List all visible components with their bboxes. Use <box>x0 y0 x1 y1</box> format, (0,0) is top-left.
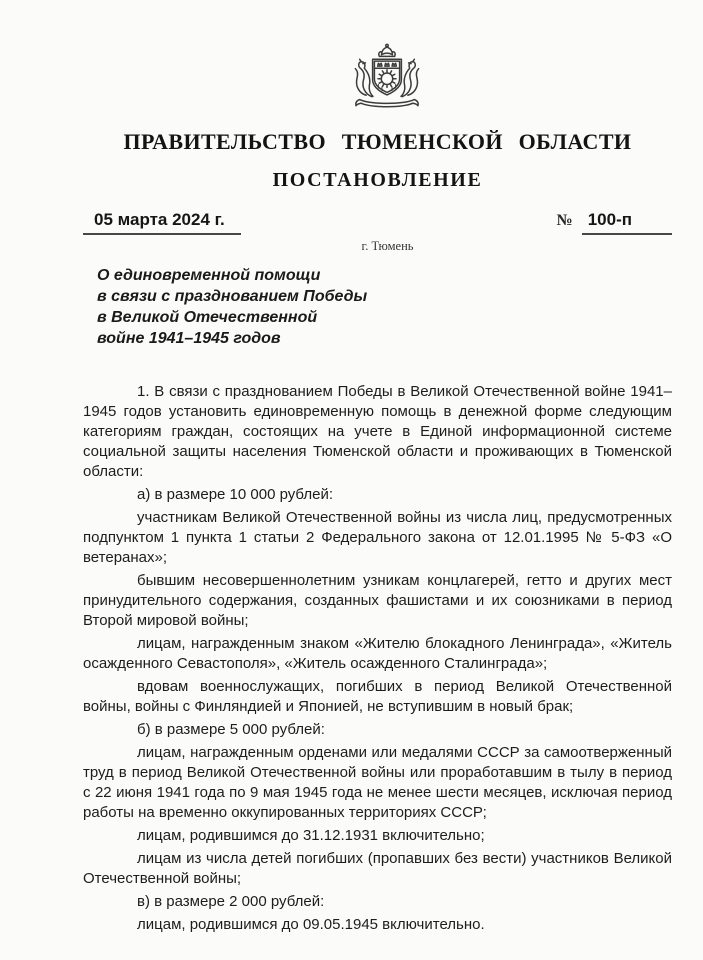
doc-subject <box>97 265 672 349</box>
clause-v-item-born-1945: лицам, родившимся до 09.05.1945 включительно. <box>137 916 485 933</box>
doc-date: 05 марта 2024 г. <box>83 209 241 235</box>
clause-a-label: а) в размере 10 000 рублей: <box>137 486 333 503</box>
subject-line: в Великой Отечественной <box>97 309 318 326</box>
clause-b-label: б) в размере 5 000 рублей: <box>137 721 325 738</box>
clause-a-item-badges: лицам, награжденным знаком «Жителю блокадного Ленинграда», «Житель осажденного Севастополя», «Житель осажденного Сталинграда»; <box>83 635 672 672</box>
subject-line: О единовременной помощи <box>97 267 321 284</box>
paragraph-point-1: 1. В связи с празднованием Победы в Великой Отечественной войне 1941–1945 годов установить единовременную помощь в денежной форме следующим категориям граждан, состоящих на учете в Единой информационной системе социальной защиты населения Тюменской области и проживающих в Тюменской области: <box>83 383 672 480</box>
doc-body <box>83 382 672 935</box>
date-number-row <box>83 209 672 235</box>
clause-a-item-prisoners: бывшим несовершеннолетним узникам концлагерей, гетто и других мест принудительного содержания, созданных фашистами и их союзниками в период Второй мировой войны; <box>83 572 672 629</box>
doc-place: г. Тюмень <box>361 239 414 253</box>
org-name-heading: ПРАВИТЕЛЬСТВО ТЮМЕНСКОЙ ОБЛАСТИ <box>123 129 632 154</box>
clause-v-label: в) в размере 2 000 рублей: <box>137 893 325 910</box>
clause-b-item-born-1931: лицам, родившимся до 31.12.1931 включительно; <box>137 827 485 844</box>
clause-a-item-widows: вдовам военнослужащих, погибших в период Великой Отечественной войны, войны с Финляндией и Японией, не вступившим в новый брак; <box>83 678 672 715</box>
subject-line: в связи с празднованием Победы <box>97 288 368 305</box>
number-sign: № <box>556 212 573 229</box>
doc-number: 100-п <box>582 209 672 235</box>
clause-a-item-veterans: участникам Великой Отечественной войны из числа лиц, предусмотренных подпунктом 1 пункта 1 статьи 2 Федерального закона от 12.01.1995 № 5-ФЗ «О ветеранах»; <box>83 509 672 566</box>
subject-line: войне 1941–1945 годов <box>97 330 281 347</box>
doc-number-group <box>557 209 672 235</box>
clause-b-item-children: лицам из числа детей погибших (пропавших без вести) участников Великой Отечественной войны; <box>83 850 672 887</box>
clause-b-item-home-front: лицам, награжденным орденами или медалями СССР за самоотверженный труд в период Великой Отечественной войны или проработавшим в тылу в период с 22 июня 1941 года по 9 мая 1945 года не менее шести месяцев, исключая период работы на временно оккупированных территориях СССР; <box>83 744 672 821</box>
tyumen-coat-of-arms <box>339 42 435 114</box>
document-content <box>0 42 703 935</box>
doc-type-heading: ПОСТАНОВЛЕНИЕ <box>272 169 483 191</box>
